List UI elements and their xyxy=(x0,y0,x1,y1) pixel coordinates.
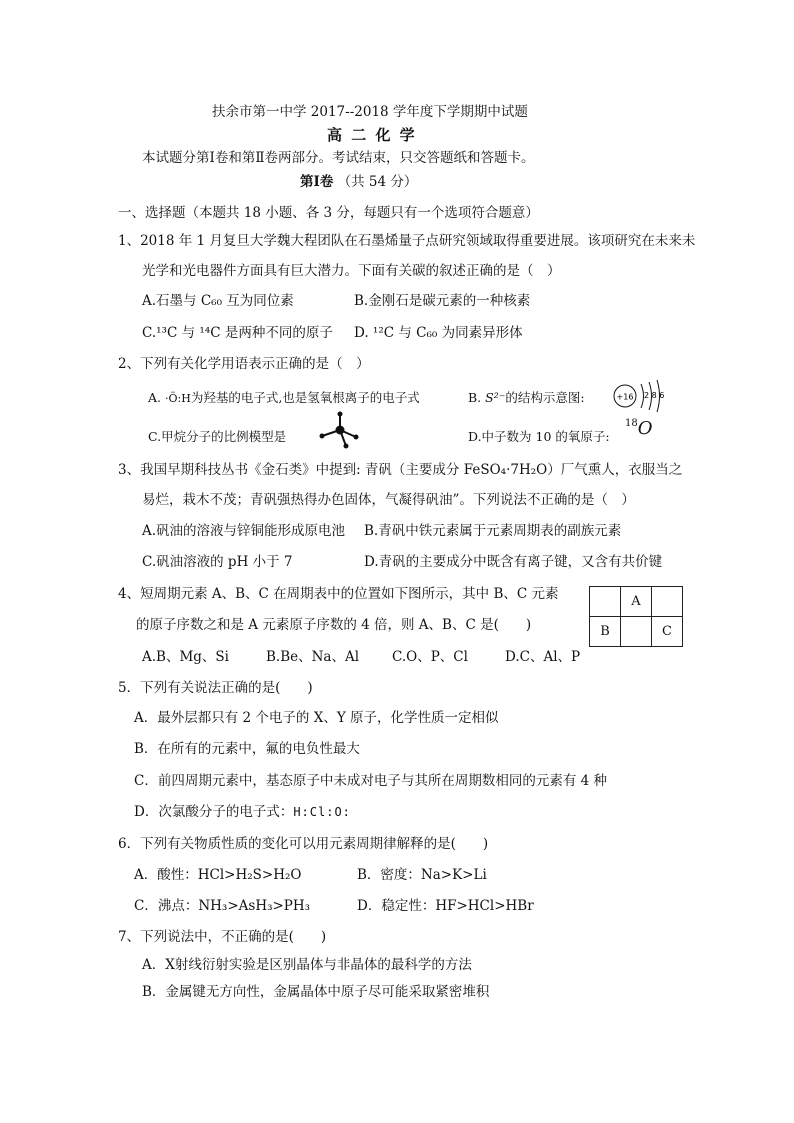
q2-a-text: 为羟基的电子式,也是氢氧根离子的电子式 xyxy=(190,390,420,405)
sulfide-ion-symbol: S²⁻ xyxy=(485,390,506,405)
grid-cell xyxy=(652,587,683,617)
grid-cell xyxy=(590,587,621,617)
q5-option-a: A．最外层都只有 2 个电子的 X、Y 原子，化学性质一定相似 xyxy=(134,710,499,726)
q2-b-text: 的结构示意图: xyxy=(505,390,585,405)
grid-cell-b: B xyxy=(590,617,621,647)
q2-option-a xyxy=(148,389,420,408)
section-heading: 一、选择题（本题共 18 小题、各 3 分，每题只有一个选项符合题意） xyxy=(118,205,539,221)
q4-option-c: C.O、P、Cl xyxy=(392,649,468,665)
q6-option-d: D．稳定性：HF>HCl>HBr xyxy=(357,898,534,914)
hypochlorous-electron-formula: H:Cl:O: xyxy=(293,805,351,819)
methane-model-icon xyxy=(316,410,362,450)
q4-option-d: D.C、Al、P xyxy=(505,649,581,665)
q6-option-a: A．酸性：HCl>H₂S>H₂O xyxy=(134,867,302,883)
q1-option-d: D. ¹²C 与 C₆₀ 为同素异形体 xyxy=(354,325,523,341)
q7-option-b: B．金属键无方向性，金属晶体中原子尽可能采取紧密堆积 xyxy=(142,984,490,1000)
grid-cell xyxy=(621,617,652,647)
grid-cell-a: A xyxy=(621,587,652,617)
q1-stem-line1: 1、2018 年 1 月复旦大学魏大程团队在石墨烯量子点研究领域取得重要进展。该项研究在未来未 xyxy=(118,233,696,249)
q1-option-b: B.金刚石是碳元素的一种核素 xyxy=(354,293,531,309)
periodic-position-grid xyxy=(589,586,683,647)
q2-option-b xyxy=(468,389,585,407)
q4-option-b: B.Be、Na、Al xyxy=(266,649,360,665)
q6-stem: 6．下列有关物质性质的变化可以用元素周期律解释的是( ) xyxy=(118,836,489,852)
q6-option-c: C．沸点：NH₃>AsH₃>PH₃ xyxy=(134,898,311,914)
q1-option-c: C.¹³C 与 ¹⁴C 是两种不同的原子 xyxy=(142,325,333,341)
q5-option-d xyxy=(134,803,351,821)
q2-stem: 2、下列有关化学用语表示正确的是（ ） xyxy=(118,356,370,372)
volume-heading xyxy=(300,173,417,191)
q6-option-b: B．密度：Na>K>Li xyxy=(357,867,487,883)
oxygen-symbol: O xyxy=(637,418,653,439)
q4-stem-line2: 的原子序数之和是 A 元素原子序数的 4 倍，则 A、B、C 是( ) xyxy=(136,617,532,633)
q2-option-d: D.中子数为 10 的氧原子: xyxy=(468,429,610,444)
q5-stem: 5．下列有关说法正确的是( ) xyxy=(118,680,313,696)
q2-option-c: C.甲烷分子的比例模型是 xyxy=(148,429,287,444)
nucleus-charge: +16 xyxy=(616,392,634,402)
volume-label: 第Ⅰ卷 xyxy=(300,174,334,190)
q3-option-c: C.矾油溶液的 pH 小于 7 xyxy=(142,554,293,570)
q3-stem-line1: 3、我国早期科技丛书《金石类》中提到: 青矾（主要成分 FeSO₄·7H₂O）厂气熏人，衣服当之 xyxy=(118,462,683,478)
exam-note: 本试题分第Ⅰ卷和第Ⅱ卷两部分。考试结束，只交答题纸和答题卡。 xyxy=(142,150,535,166)
q4-stem-line1: 4、短周期元素 A、B、C 在周期表中的位置如下图所示，其中 B、C 元素 xyxy=(118,586,559,602)
q3-option-d: D.青矾的主要成分中既含有离子键，又含有共价键 xyxy=(364,554,663,570)
grid-cell-c: C xyxy=(652,617,683,647)
hydroxyl-electron-formula: ·Ö:H xyxy=(165,392,191,405)
oxygen-mass-number: 18 xyxy=(625,418,638,429)
q2-b-prefix: B. xyxy=(468,390,482,405)
q7-stem: 7、下列说法中，不正确的是( ) xyxy=(118,929,327,945)
q7-option-a: A．X射线衍射实验是区别晶体与非晶体的最科学的方法 xyxy=(142,957,472,973)
q1-stem-line2: 光学和光电器件方面具有巨大潜力。下面有关碳的叙述正确的是（ ） xyxy=(142,263,561,279)
volume-score: （共 54 分） xyxy=(337,174,418,190)
q2-a-prefix: A. xyxy=(148,390,162,405)
exam-title: 扶余市第一中学 2017--2018 学年度下学期期中试题 xyxy=(212,104,528,120)
q4-option-a: A.B、Mg、Si xyxy=(142,649,229,665)
q5-option-b: B．在所有的元素中，氟的电负性最大 xyxy=(134,741,360,757)
q5-d-text: D．次氯酸分子的电子式： xyxy=(134,804,294,820)
subject-title: 高 二 化 学 xyxy=(327,126,417,144)
q3-option-b: B.青矾中铁元素属于元素周期表的副族元素 xyxy=(364,523,622,539)
q5-option-c: C．前四周期元素中，基态原子中未成对电子与其所在周期数相同的元素有 4 种 xyxy=(134,773,607,789)
q1-option-a: A.石墨与 C₆₀ 互为同位素 xyxy=(142,293,294,309)
q3-option-a: A.矾油的溶液与锌铜能形成原电池 xyxy=(142,523,346,539)
electron-shells: 2 8 6 xyxy=(644,391,665,400)
q3-stem-line2: 易烂，栽木不茂；青矾强热得办色固体，气凝得矾油”。下列说法不正确的是（ ） xyxy=(142,492,635,508)
oxygen-isotope-symbol xyxy=(625,420,653,438)
sulfur-ion-structure-diagram xyxy=(612,378,672,414)
